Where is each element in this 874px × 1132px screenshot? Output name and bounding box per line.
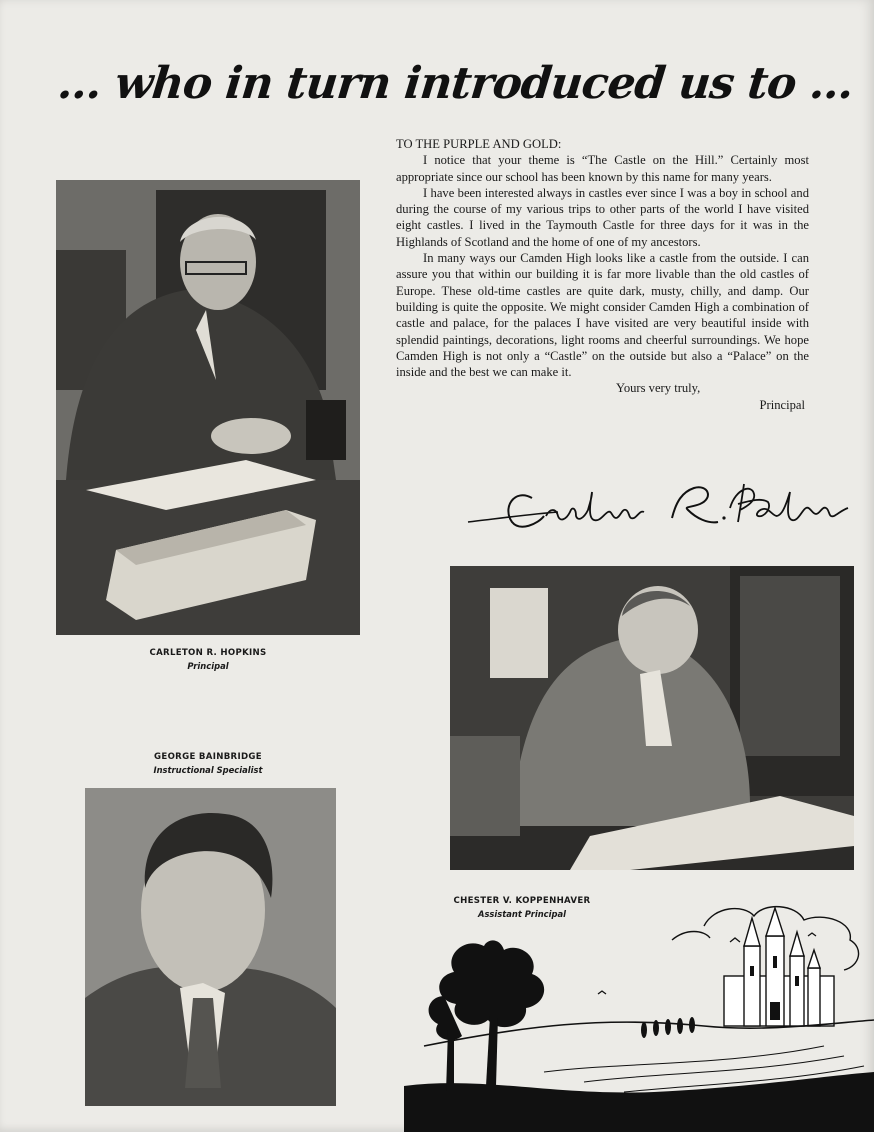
letter-paragraph: In many ways our Camden High looks like a castle from the outside. I can assure you that within our building it is far more livable than the old castles of Europe. These old-time castles are quite dark, musty, chilly, and damp. Our building is quite the opposite. We might consider Camden High a combination of castle and palace, for the palaces I have visited are very beautiful inside with splendid paintings, decorations, light rooms and cheerful surroundings. We hope Camden High is not only a “Castle” on the outside but also a “Palace” on the inside and the best we can make it.	[396, 251, 809, 380]
castle-on-hill-illustration	[404, 896, 874, 1132]
caption-bainbridge	[104, 752, 312, 775]
letter-paragraph: I have been interested always in castles ever since I was a boy in school and during the course of my various trips to other parts of the world I have visited eight castles. I lived in the Taymouth Castle for three days for it was in the Highlands of Scotland and the home of one of my ancestors.	[396, 185, 809, 249]
caption-name: CHESTER V. KOPPENHAVER	[453, 896, 591, 906]
letter-salutation: TO THE PURPLE AND GOLD:	[396, 137, 562, 151]
photo-chester-koppenhaver	[450, 566, 854, 870]
caption-role: Instructional Specialist	[153, 765, 263, 775]
photo-george-bainbridge	[85, 788, 336, 1106]
photo-carleton-hopkins	[56, 180, 360, 635]
letter-closing: Yours very truly,	[616, 381, 701, 396]
page-headline: ... who in turn introduced us to ...	[55, 58, 856, 109]
caption-name: CARLETON R. HOPKINS	[149, 648, 267, 658]
caption-role: Assistant Principal	[477, 909, 567, 919]
principal-letter	[396, 136, 809, 413]
caption-role: Principal	[187, 661, 229, 671]
caption-hopkins	[110, 648, 306, 671]
letter-paragraph: I notice that your theme is “The Castle on the Hill.” Certainly most appropriate since our school has been known by this name for many years.	[396, 153, 809, 184]
caption-name: GEORGE BAINBRIDGE	[154, 752, 262, 762]
handwritten-signature	[462, 478, 854, 540]
letter-signer-title: Principal	[759, 397, 805, 412]
